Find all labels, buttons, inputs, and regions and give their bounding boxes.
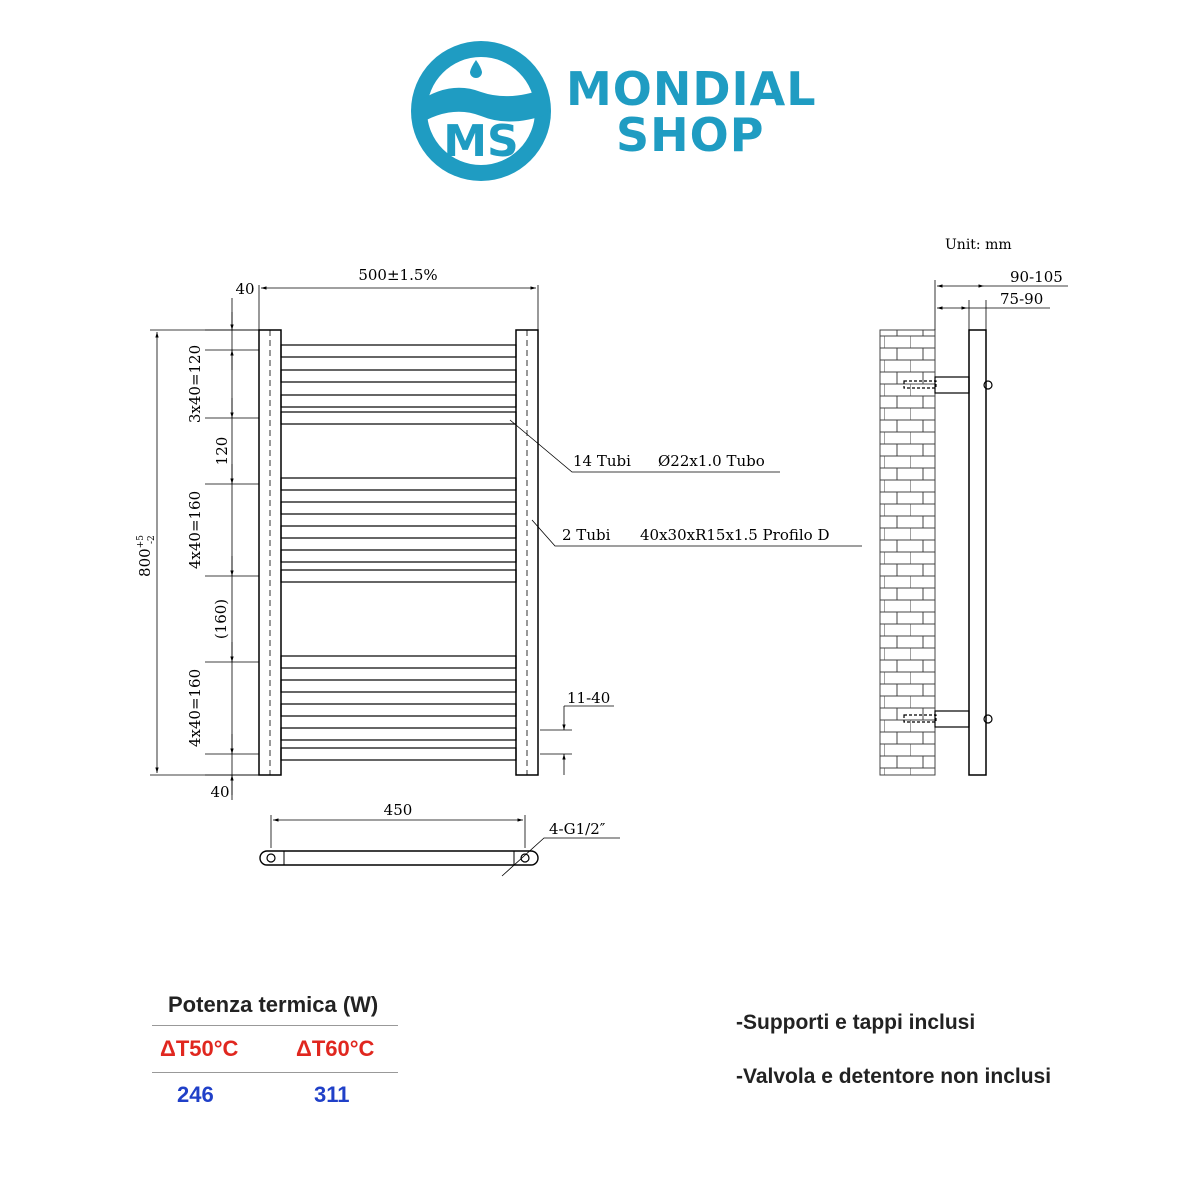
unit-label: Unit: mm [945, 237, 1012, 253]
power-value-dt60: 311 [314, 1082, 350, 1107]
tube-group-3 [281, 656, 516, 760]
height-dimension: $800^{+5}-2$ [136, 535, 157, 577]
brand-name-line2: SHOP [616, 108, 765, 162]
bottom-view-bar [260, 851, 538, 865]
top-offset-dimension: 40 [235, 280, 255, 298]
connections-label: 4-G1/2″ [549, 820, 606, 838]
group3-dimension: 4x40=160 [186, 668, 204, 748]
brand-name-line1: MONDIAL [566, 62, 817, 116]
power-header-dt50: ΔT50°C [160, 1036, 239, 1061]
power-table-title: Potenza termica (W) [168, 992, 379, 1017]
power-header-dt60: ΔT60°C [296, 1036, 375, 1061]
bottom-offset-dimension: 40 [210, 783, 230, 801]
logo-letters: MS [443, 116, 519, 167]
profile-count-label: 2 Tubi [562, 526, 611, 544]
tubes-count-label: 14 Tubi [573, 452, 631, 470]
tube-group-1 [281, 345, 516, 424]
valve-range-dimension: 11-40 [567, 689, 611, 707]
power-value-dt50: 246 [177, 1082, 214, 1107]
note-supports-included: -Supporti e tappi inclusi [736, 1011, 976, 1034]
width-dimension: 500±1.5% [358, 266, 438, 284]
wall-distance-outer: 90-105 [1010, 268, 1063, 286]
tube-group-2 [281, 478, 516, 582]
group2-dimension: 4x40=160 [186, 490, 204, 570]
power-table-rule-top [152, 1025, 398, 1026]
wall-distance-inner: 75-90 [1000, 290, 1044, 308]
note-valve-not-included: -Valvola e detentore non inclusi [736, 1065, 1052, 1088]
profile-spec-label: 40x30xR15x1.5 Profilo D [640, 526, 830, 544]
side-profile [969, 330, 986, 775]
gap2-dimension: (160) [212, 598, 230, 640]
gap1-dimension: 120 [213, 436, 231, 466]
group1-dimension: 3x40=120 [186, 344, 204, 424]
connection-distance-dimension: 450 [383, 801, 413, 819]
tubes-spec-label: Ø22x1.0 Tubo [658, 452, 765, 470]
wall-section [880, 330, 935, 775]
power-table-rule-middle [152, 1072, 398, 1073]
